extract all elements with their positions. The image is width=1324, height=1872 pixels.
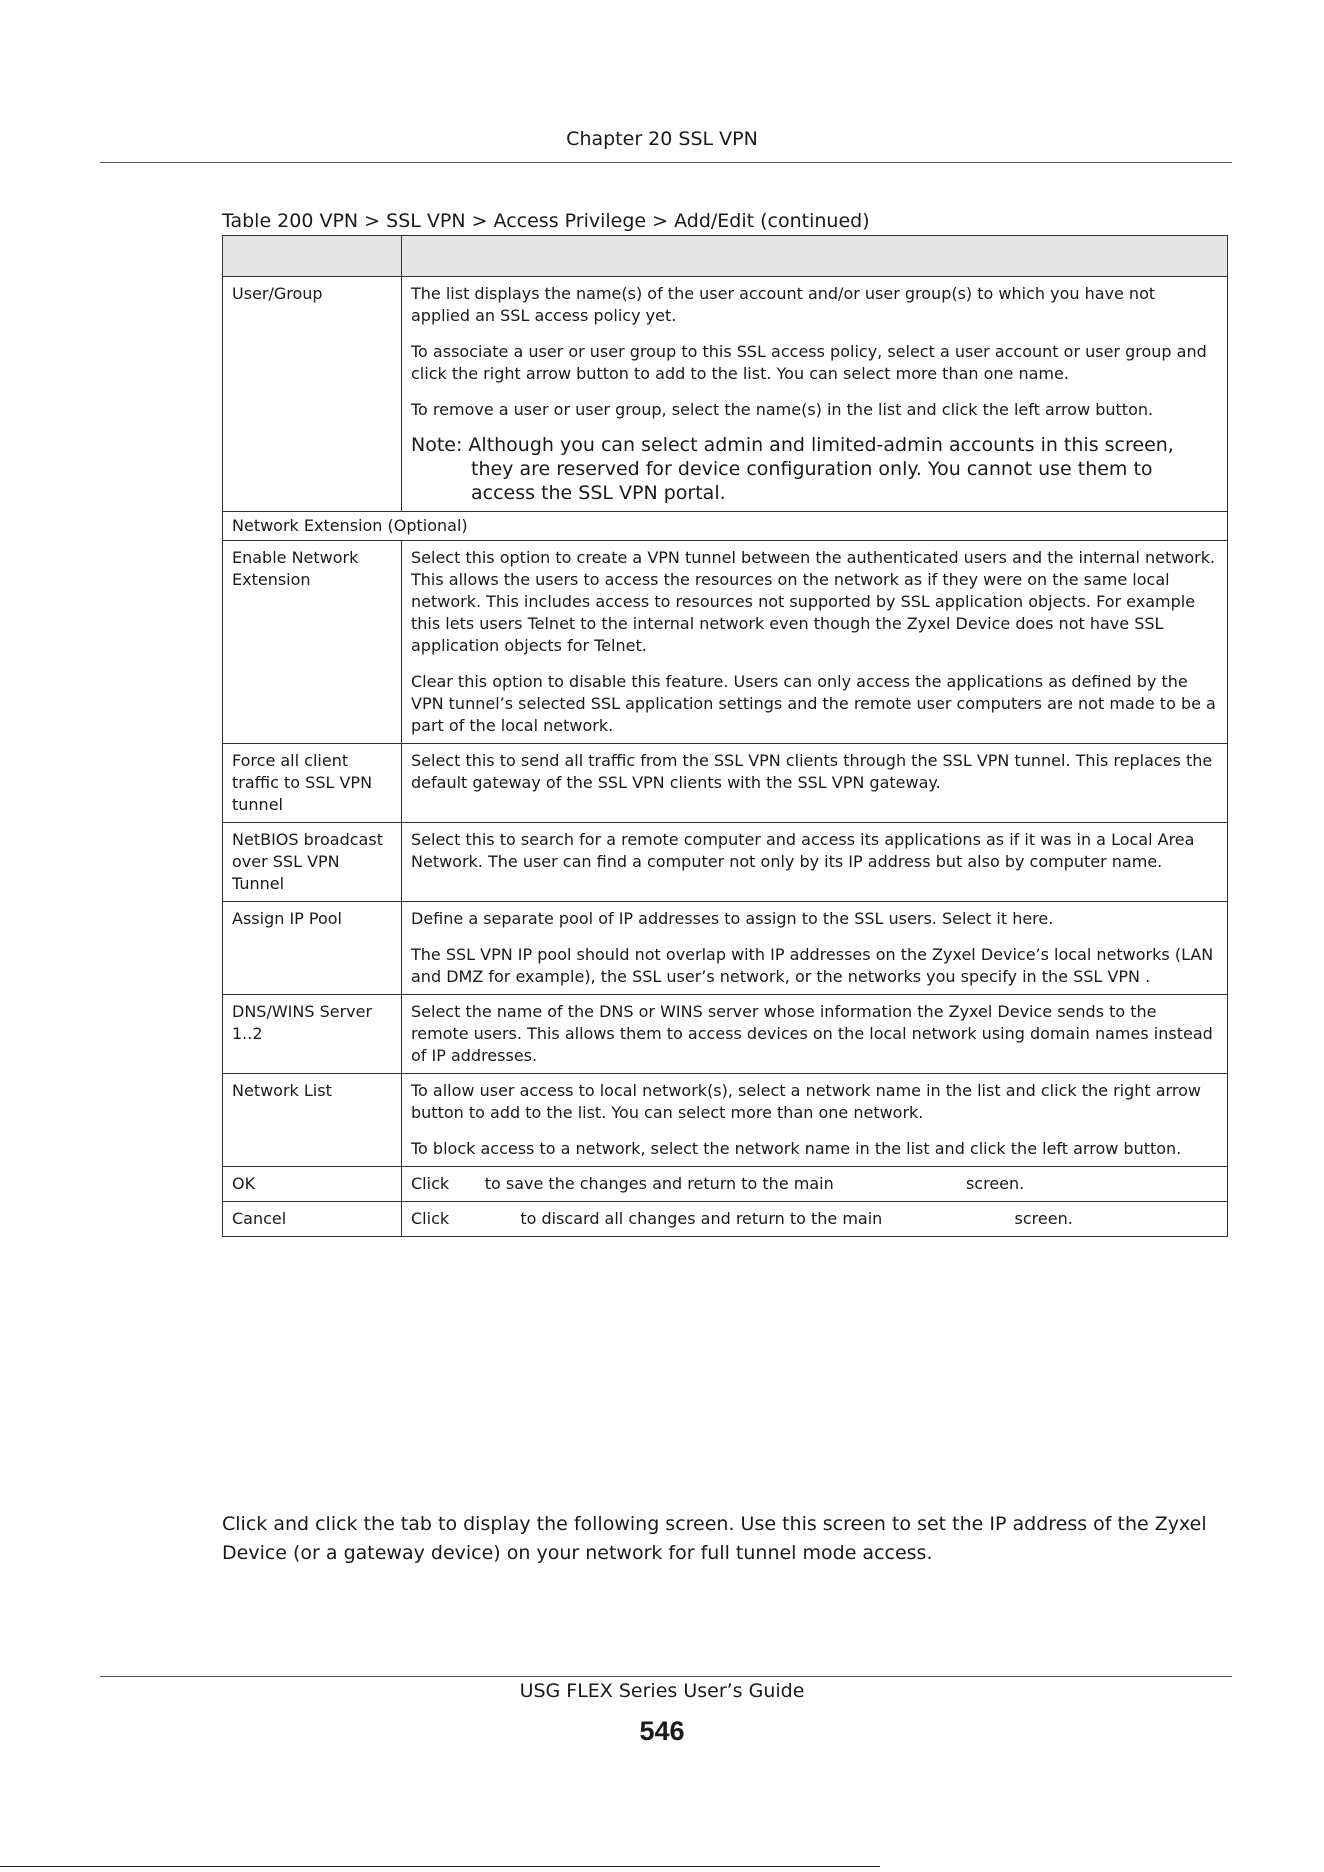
description-paragraph: Clear this option to disable this feature. Users can only access the applications as defined by the VPN tunnel’s selected SSL application settings and the remote user computers are not made to be a part of the local network. bbox=[411, 672, 1216, 735]
table-row bbox=[223, 902, 1228, 995]
note-block bbox=[411, 433, 1218, 505]
description-paragraph: Click to discard all changes and return to the main screen. bbox=[411, 1209, 1073, 1228]
row-label: NetBIOS broadcast over SSL VPN Tunnel bbox=[223, 823, 402, 902]
row-label: Enable Network Extension bbox=[223, 541, 402, 744]
row-description bbox=[402, 995, 1228, 1074]
section-title: Network Extension (Optional) bbox=[223, 512, 1228, 541]
description-paragraph: The SSL VPN IP pool should not overlap with IP addresses on the Zyxel Device’s local networks (LAN and DMZ for example), the SSL user’s network, or the networks you specify in the SSL VPN . bbox=[411, 945, 1214, 986]
header-cell-label bbox=[223, 236, 402, 277]
table-row bbox=[223, 995, 1228, 1074]
row-label: DNS/WINS Server 1..2 bbox=[223, 995, 402, 1074]
table-row bbox=[223, 541, 1228, 744]
row-label: Cancel bbox=[223, 1202, 402, 1237]
chapter-header: Chapter 20 SSL VPN bbox=[566, 128, 758, 150]
description-paragraph: Select this option to create a VPN tunnel between the authenticated users and the internal network. This allows the users to access the resources on the network as if they were on the same local network. This includes access to resources not supported by SSL application objects. For example this lets users Telnet to the internal network even though the Zyxel Device does not have SSL application objects for Telnet. bbox=[411, 548, 1216, 655]
description-paragraph: Select this to send all traffic from the SSL VPN clients through the SSL VPN tunnel. This replaces the default gateway of the SSL VPN clients with the SSL VPN gateway. bbox=[411, 751, 1213, 792]
table-row bbox=[223, 1167, 1228, 1202]
description-paragraph: To associate a user or user group to this SSL access policy, select a user account or user group and click the right arrow button to add to the list. You can select more than one name. bbox=[411, 342, 1207, 383]
table-row bbox=[223, 1074, 1228, 1167]
note-line: Note: Although you can select admin and limited-admin accounts in this screen, bbox=[411, 434, 1174, 456]
row-label: OK bbox=[223, 1167, 402, 1202]
table-row bbox=[223, 277, 1228, 512]
row-label: Assign IP Pool bbox=[223, 902, 402, 995]
description-paragraph: To block access to a network, select the network name in the list and click the left arrow button. bbox=[411, 1139, 1182, 1158]
description-paragraph: Select the name of the DNS or WINS server whose information the Zyxel Device sends to the remote users. This allows them to access devices on the local network using domain names instead of IP addresses. bbox=[411, 1002, 1213, 1065]
guide-title: USG FLEX Series User’s Guide bbox=[519, 1680, 805, 1702]
table-header-row bbox=[223, 236, 1228, 277]
table-caption: Table 200 VPN > SSL VPN > Access Privilege > Add/Edit (continued) bbox=[222, 210, 870, 232]
row-label: Force all client traffic to SSL VPN tunnel bbox=[223, 744, 402, 823]
table-row bbox=[223, 823, 1228, 902]
section-row bbox=[223, 512, 1228, 541]
body-paragraph: Click and click the tab to display the following screen. Use this screen to set the IP address of the Zyxel Device (or a gateway device) on your network for full tunnel mode access. bbox=[222, 1513, 1207, 1564]
description-paragraph: Click to save the changes and return to the main screen. bbox=[411, 1174, 1025, 1193]
description-paragraph: Select this to search for a remote computer and access its applications as if it was in a Local Area Network. The user can find a computer not only by its IP address but also by computer name. bbox=[411, 830, 1195, 871]
row-label: Network List bbox=[223, 1074, 402, 1167]
row-description bbox=[402, 1074, 1228, 1167]
header-cell-description bbox=[402, 236, 1228, 277]
row-label: User/Group bbox=[223, 277, 402, 512]
header-divider bbox=[100, 162, 1232, 163]
table-row bbox=[223, 1202, 1228, 1237]
row-description bbox=[402, 541, 1228, 744]
access-privilege-table bbox=[222, 235, 1228, 1237]
bottom-edge-rule bbox=[0, 1866, 880, 1867]
description-paragraph: The list displays the name(s) of the user account and/or user group(s) to which you have not applied an SSL access policy yet. bbox=[411, 284, 1156, 325]
row-description bbox=[402, 902, 1228, 995]
description-paragraph: To remove a user or user group, select the name(s) in the list and click the left arrow button. bbox=[411, 400, 1154, 419]
row-description bbox=[402, 277, 1228, 512]
row-description bbox=[402, 1167, 1228, 1202]
note-line: they are reserved for device configuration only. You cannot use them to bbox=[471, 458, 1153, 480]
footer-divider bbox=[100, 1676, 1232, 1677]
row-description bbox=[402, 823, 1228, 902]
page-number: 546 bbox=[639, 1716, 685, 1746]
row-description bbox=[402, 1202, 1228, 1237]
description-paragraph: Define a separate pool of IP addresses to assign to the SSL users. Select it here. bbox=[411, 909, 1054, 928]
note-line: access the SSL VPN portal. bbox=[471, 482, 726, 504]
row-description bbox=[402, 744, 1228, 823]
description-paragraph: To allow user access to local network(s), select a network name in the list and click the right arrow button to add to the list. You can select more than one network. bbox=[411, 1081, 1201, 1122]
table-row bbox=[223, 744, 1228, 823]
